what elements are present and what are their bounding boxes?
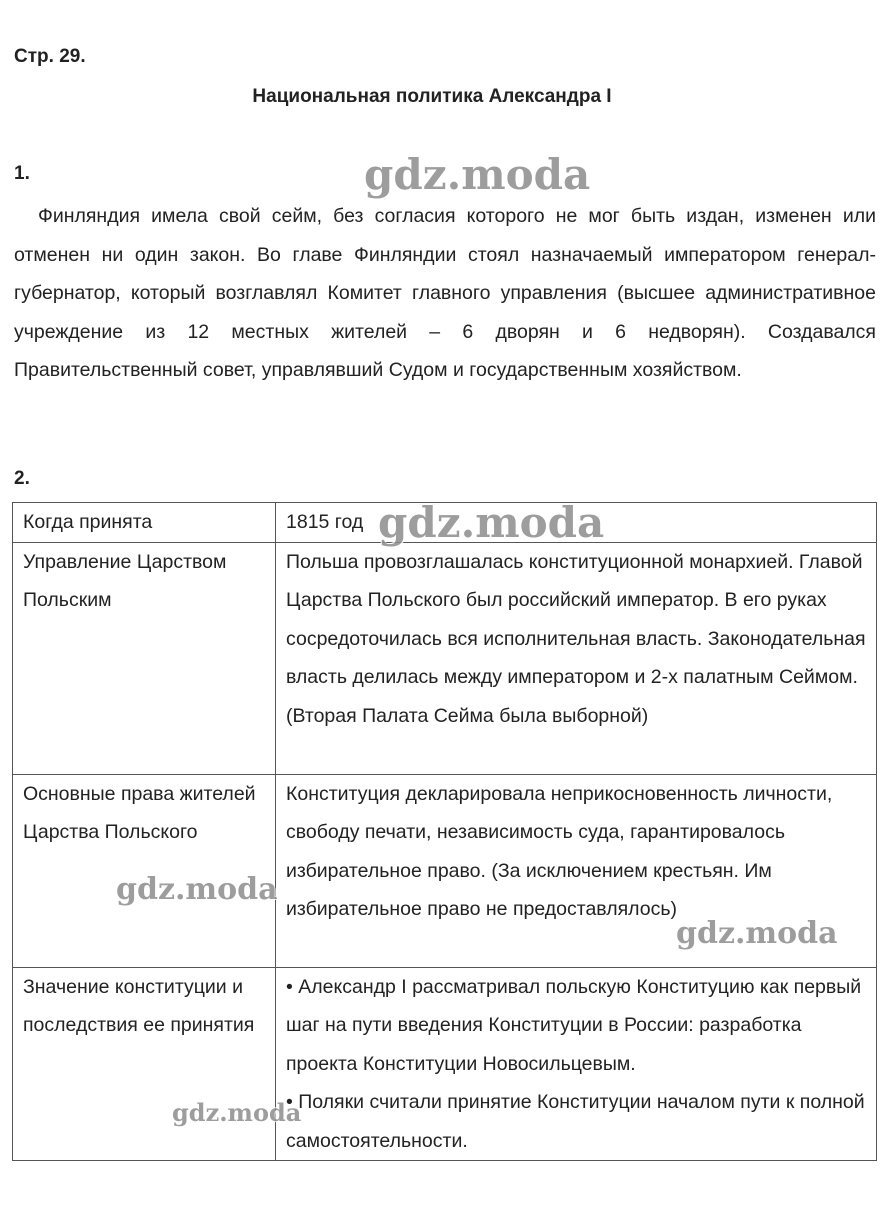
row-label: Значение конституции и последствия ее принятия bbox=[13, 967, 276, 1161]
table-row-governance bbox=[13, 542, 877, 774]
row-value: Польша провозглашалась конституционной монархией. Главой Царства Польского был российский император. В его руках сосредоточилась вся исполнительная власть. Законодательная власть делилась между императором и 2-х палатным Сеймом. (Вторая Палата Сейма была выборной) bbox=[276, 542, 877, 774]
section-1-number: 1. bbox=[14, 163, 30, 184]
row-label: Основные права жителей Царства Польского bbox=[13, 774, 276, 967]
row-value bbox=[276, 967, 877, 1161]
watermark: gdz.moda bbox=[364, 150, 591, 199]
watermark: gdz.moda bbox=[378, 498, 605, 547]
row-value: 1815 год bbox=[276, 503, 877, 543]
watermark: gdz.moda bbox=[116, 872, 278, 907]
watermark: gdz.moda bbox=[172, 1098, 302, 1127]
page-title: Национальная политика Александра I bbox=[252, 86, 612, 107]
bullet-item: • Поляки считали принятие Конституции началом пути к полной самостоятельности. bbox=[286, 1091, 865, 1152]
table-row-significance bbox=[13, 967, 877, 1161]
row-label: Когда принята bbox=[13, 503, 276, 543]
row-label: Управление Царством Польским bbox=[13, 542, 276, 774]
constitution-table bbox=[12, 502, 877, 1161]
row-value: Конституция декларировала неприкосновенность личности, свободу печати, независимость суда, гарантировалось избирательное право. (За исключением крестьян. Им избирательное право не предоставлялось) bbox=[276, 774, 877, 967]
watermark: gdz.moda bbox=[676, 916, 838, 951]
section-1-paragraph: Финляндия имела свой сейм, без согласия которого не мог быть издан, изменен или отменен ни один закон. Во главе Финляндии стоял назначаемый императором генерал-губернатор, который возглавлял Комитет главного управления (высшее административное учреждение из 12 местных жителей – 6 дворян и 6 недворян). Создавался Правительственный совет, управлявший Судом и государственным хозяйством. bbox=[14, 205, 876, 381]
bullet-item: • Александр I рассматривал польскую Конституцию как первый шаг на пути введения Конституции в России: разработка проекта Конституции Новосильцевым. bbox=[286, 975, 862, 1075]
page-number: Стр. 29. bbox=[14, 46, 86, 67]
section-2-number: 2. bbox=[14, 468, 30, 489]
